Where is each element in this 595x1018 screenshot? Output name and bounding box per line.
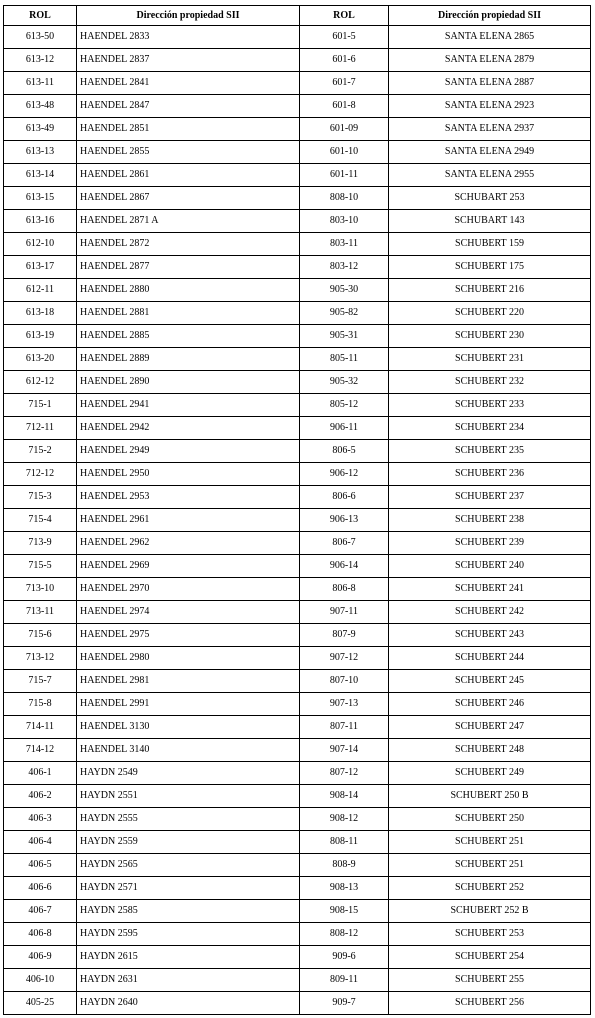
direccion-right-cell: SCHUBERT 246: [389, 693, 591, 716]
rol-left-cell: 405-25: [4, 992, 77, 1015]
rol-left-cell: 612-10: [4, 233, 77, 256]
direccion-right-cell: SCHUBERT 252: [389, 877, 591, 900]
direccion-left-cell: HAYDN 2559: [77, 831, 300, 854]
table-row: [4, 900, 591, 923]
table-row: [4, 486, 591, 509]
table-row: [4, 302, 591, 325]
rol-right-cell: 907-11: [300, 601, 389, 624]
direccion-right-cell: SCHUBERT 216: [389, 279, 591, 302]
rol-left-cell: 713-12: [4, 647, 77, 670]
table-row: [4, 348, 591, 371]
table-row: [4, 670, 591, 693]
direccion-right-cell: SCHUBERT 245: [389, 670, 591, 693]
rol-right-cell: 906-14: [300, 555, 389, 578]
table-row: [4, 325, 591, 348]
table-row: [4, 394, 591, 417]
rol-right-cell: 807-9: [300, 624, 389, 647]
table-row: [4, 26, 591, 49]
table-row: [4, 854, 591, 877]
table-row: [4, 808, 591, 831]
direccion-left-cell: HAENDEL 2889: [77, 348, 300, 371]
direccion-left-cell: HAENDEL 3130: [77, 716, 300, 739]
rol-right-cell: 806-6: [300, 486, 389, 509]
rol-right-cell: 908-15: [300, 900, 389, 923]
direccion-right-cell: SCHUBERT 248: [389, 739, 591, 762]
header-direccion-right: Dirección propiedad SII: [389, 6, 591, 26]
rol-right-cell: 906-11: [300, 417, 389, 440]
table-row: [4, 992, 591, 1015]
rol-right-cell: 908-14: [300, 785, 389, 808]
rol-left-cell: 613-49: [4, 118, 77, 141]
table-row: [4, 739, 591, 762]
table-row: [4, 95, 591, 118]
direccion-right-cell: SCHUBERT 240: [389, 555, 591, 578]
direccion-left-cell: HAENDEL 2841: [77, 72, 300, 95]
direccion-left-cell: HAENDEL 2880: [77, 279, 300, 302]
rol-right-cell: 807-12: [300, 762, 389, 785]
direccion-left-cell: HAENDEL 3140: [77, 739, 300, 762]
rol-left-cell: 712-12: [4, 463, 77, 486]
direccion-right-cell: SCHUBERT 252 B: [389, 900, 591, 923]
direccion-right-cell: SCHUBERT 249: [389, 762, 591, 785]
rol-left-cell: 713-11: [4, 601, 77, 624]
direccion-left-cell: HAENDEL 2991: [77, 693, 300, 716]
rol-left-cell: 613-16: [4, 210, 77, 233]
rol-left-cell: 406-7: [4, 900, 77, 923]
rol-left-cell: 613-50: [4, 26, 77, 49]
table-row: [4, 463, 591, 486]
direccion-left-cell: HAYDN 2595: [77, 923, 300, 946]
table-row: [4, 923, 591, 946]
direccion-right-cell: SCHUBERT 238: [389, 509, 591, 532]
direccion-left-cell: HAENDEL 2953: [77, 486, 300, 509]
table-row: [4, 555, 591, 578]
rol-left-cell: 613-19: [4, 325, 77, 348]
table-row: [4, 118, 591, 141]
table-row: [4, 210, 591, 233]
table-row: [4, 49, 591, 72]
table-row: [4, 279, 591, 302]
direccion-right-cell: SCHUBERT 175: [389, 256, 591, 279]
table-row: [4, 578, 591, 601]
rol-left-cell: 715-5: [4, 555, 77, 578]
rol-right-cell: 805-11: [300, 348, 389, 371]
direccion-left-cell: HAYDN 2585: [77, 900, 300, 923]
rol-right-cell: 803-11: [300, 233, 389, 256]
rol-left-cell: 406-3: [4, 808, 77, 831]
direccion-left-cell: HAENDEL 2867: [77, 187, 300, 210]
rol-left-cell: 612-12: [4, 371, 77, 394]
rol-left-cell: 406-1: [4, 762, 77, 785]
rol-right-cell: 808-12: [300, 923, 389, 946]
direccion-right-cell: SCHUBERT 250: [389, 808, 591, 831]
table-row: [4, 601, 591, 624]
rol-left-cell: 406-4: [4, 831, 77, 854]
rol-left-cell: 715-7: [4, 670, 77, 693]
direccion-left-cell: HAENDEL 2975: [77, 624, 300, 647]
rol-right-cell: 803-12: [300, 256, 389, 279]
rol-right-cell: 601-09: [300, 118, 389, 141]
rol-right-cell: 907-14: [300, 739, 389, 762]
rol-right-cell: 601-10: [300, 141, 389, 164]
direccion-right-cell: SCHUBART 253: [389, 187, 591, 210]
table-row: [4, 233, 591, 256]
direccion-right-cell: SANTA ELENA 2865: [389, 26, 591, 49]
direccion-right-cell: SCHUBERT 253: [389, 923, 591, 946]
rol-right-cell: 806-7: [300, 532, 389, 555]
rol-left-cell: 715-6: [4, 624, 77, 647]
rol-right-cell: 908-13: [300, 877, 389, 900]
direccion-left-cell: HAENDEL 2872: [77, 233, 300, 256]
direccion-right-cell: SCHUBERT 247: [389, 716, 591, 739]
direccion-left-cell: HAYDN 2555: [77, 808, 300, 831]
table-row: [4, 532, 591, 555]
direccion-left-cell: HAENDEL 2961: [77, 509, 300, 532]
direccion-left-cell: HAENDEL 2942: [77, 417, 300, 440]
direccion-right-cell: SANTA ELENA 2955: [389, 164, 591, 187]
direccion-right-cell: SANTA ELENA 2937: [389, 118, 591, 141]
direccion-right-cell: SCHUBERT 230: [389, 325, 591, 348]
rol-left-cell: 613-13: [4, 141, 77, 164]
direccion-left-cell: HAENDEL 2970: [77, 578, 300, 601]
direccion-right-cell: SCHUBERT 250 B: [389, 785, 591, 808]
rol-right-cell: 907-13: [300, 693, 389, 716]
direccion-right-cell: SCHUBERT 241: [389, 578, 591, 601]
direccion-left-cell: HAYDN 2549: [77, 762, 300, 785]
rol-left-cell: 613-15: [4, 187, 77, 210]
rol-left-cell: 714-12: [4, 739, 77, 762]
table-row: [4, 762, 591, 785]
direccion-left-cell: HAENDEL 2981: [77, 670, 300, 693]
rol-right-cell: 601-7: [300, 72, 389, 95]
direccion-left-cell: HAENDEL 2950: [77, 463, 300, 486]
rol-right-cell: 806-5: [300, 440, 389, 463]
rol-right-cell: 905-31: [300, 325, 389, 348]
rol-right-cell: 909-6: [300, 946, 389, 969]
rol-left-cell: 613-48: [4, 95, 77, 118]
properties-table: [3, 5, 591, 1015]
table-row: [4, 785, 591, 808]
rol-left-cell: 712-11: [4, 417, 77, 440]
header-row: [4, 6, 591, 26]
table-row: [4, 969, 591, 992]
rol-left-cell: 406-8: [4, 923, 77, 946]
direccion-left-cell: HAYDN 2631: [77, 969, 300, 992]
direccion-right-cell: SCHUBERT 159: [389, 233, 591, 256]
direccion-right-cell: SCHUBERT 244: [389, 647, 591, 670]
direccion-right-cell: SCHUBERT 233: [389, 394, 591, 417]
direccion-left-cell: HAENDEL 2861: [77, 164, 300, 187]
rol-left-cell: 406-6: [4, 877, 77, 900]
rol-left-cell: 613-12: [4, 49, 77, 72]
rol-left-cell: 715-8: [4, 693, 77, 716]
table-row: [4, 440, 591, 463]
table-body: [4, 26, 591, 1015]
rol-right-cell: 601-11: [300, 164, 389, 187]
direccion-right-cell: SCHUBERT 256: [389, 992, 591, 1015]
header-rol-left: ROL: [4, 6, 77, 26]
rol-left-cell: 406-9: [4, 946, 77, 969]
direccion-left-cell: HAENDEL 2941: [77, 394, 300, 417]
rol-right-cell: 807-10: [300, 670, 389, 693]
table-row: [4, 164, 591, 187]
rol-left-cell: 613-18: [4, 302, 77, 325]
rol-left-cell: 714-11: [4, 716, 77, 739]
direccion-left-cell: HAYDN 2565: [77, 854, 300, 877]
table-row: [4, 877, 591, 900]
rol-left-cell: 713-10: [4, 578, 77, 601]
rol-left-cell: 613-11: [4, 72, 77, 95]
direccion-left-cell: HAENDEL 2877: [77, 256, 300, 279]
table-header: [4, 6, 591, 26]
direccion-right-cell: SCHUBERT 234: [389, 417, 591, 440]
direccion-right-cell: SCHUBERT 237: [389, 486, 591, 509]
direccion-left-cell: HAENDEL 2871 A: [77, 210, 300, 233]
direccion-right-cell: SCHUBERT 242: [389, 601, 591, 624]
direccion-right-cell: SCHUBERT 251: [389, 854, 591, 877]
rol-right-cell: 906-13: [300, 509, 389, 532]
rol-left-cell: 613-14: [4, 164, 77, 187]
table-row: [4, 187, 591, 210]
rol-left-cell: 715-4: [4, 509, 77, 532]
rol-left-cell: 715-3: [4, 486, 77, 509]
rol-right-cell: 907-12: [300, 647, 389, 670]
direccion-left-cell: HAENDEL 2881: [77, 302, 300, 325]
rol-right-cell: 808-10: [300, 187, 389, 210]
header-direccion-left: Dirección propiedad SII: [77, 6, 300, 26]
direccion-left-cell: HAYDN 2640: [77, 992, 300, 1015]
direccion-left-cell: HAENDEL 2949: [77, 440, 300, 463]
table-row: [4, 624, 591, 647]
direccion-right-cell: SANTA ELENA 2879: [389, 49, 591, 72]
table-row: [4, 417, 591, 440]
direccion-right-cell: SCHUBERT 236: [389, 463, 591, 486]
direccion-right-cell: SCHUBERT 231: [389, 348, 591, 371]
rol-right-cell: 905-32: [300, 371, 389, 394]
direccion-right-cell: SCHUBERT 243: [389, 624, 591, 647]
table-row: [4, 72, 591, 95]
direccion-left-cell: HAENDEL 2969: [77, 555, 300, 578]
direccion-left-cell: HAYDN 2571: [77, 877, 300, 900]
rol-left-cell: 406-2: [4, 785, 77, 808]
rol-right-cell: 905-30: [300, 279, 389, 302]
rol-left-cell: 713-9: [4, 532, 77, 555]
table-row: [4, 509, 591, 532]
direccion-left-cell: HAENDEL 2837: [77, 49, 300, 72]
rol-left-cell: 613-17: [4, 256, 77, 279]
direccion-right-cell: SCHUBERT 255: [389, 969, 591, 992]
direccion-left-cell: HAENDEL 2974: [77, 601, 300, 624]
table-row: [4, 693, 591, 716]
rol-right-cell: 805-12: [300, 394, 389, 417]
direccion-left-cell: HAENDEL 2851: [77, 118, 300, 141]
direccion-right-cell: SCHUBERT 254: [389, 946, 591, 969]
rol-right-cell: 807-11: [300, 716, 389, 739]
table-row: [4, 946, 591, 969]
direccion-right-cell: SCHUBART 143: [389, 210, 591, 233]
rol-right-cell: 905-82: [300, 302, 389, 325]
direccion-left-cell: HAENDEL 2962: [77, 532, 300, 555]
direccion-left-cell: HAENDEL 2885: [77, 325, 300, 348]
table-row: [4, 256, 591, 279]
rol-left-cell: 715-1: [4, 394, 77, 417]
rol-right-cell: 906-12: [300, 463, 389, 486]
table-row: [4, 716, 591, 739]
table-row: [4, 141, 591, 164]
rol-right-cell: 809-11: [300, 969, 389, 992]
rol-right-cell: 808-9: [300, 854, 389, 877]
direccion-right-cell: SCHUBERT 251: [389, 831, 591, 854]
rol-left-cell: 406-5: [4, 854, 77, 877]
rol-left-cell: 715-2: [4, 440, 77, 463]
rol-right-cell: 601-8: [300, 95, 389, 118]
direccion-left-cell: HAENDEL 2847: [77, 95, 300, 118]
rol-right-cell: 803-10: [300, 210, 389, 233]
rol-right-cell: 601-5: [300, 26, 389, 49]
rol-left-cell: 612-11: [4, 279, 77, 302]
direccion-left-cell: HAENDEL 2855: [77, 141, 300, 164]
direccion-left-cell: HAYDN 2615: [77, 946, 300, 969]
direccion-right-cell: SANTA ELENA 2949: [389, 141, 591, 164]
table-row: [4, 647, 591, 670]
rol-left-cell: 613-20: [4, 348, 77, 371]
rol-right-cell: 806-8: [300, 578, 389, 601]
direccion-right-cell: SANTA ELENA 2923: [389, 95, 591, 118]
direccion-right-cell: SCHUBERT 235: [389, 440, 591, 463]
direccion-right-cell: SCHUBERT 239: [389, 532, 591, 555]
rol-right-cell: 808-11: [300, 831, 389, 854]
rol-left-cell: 406-10: [4, 969, 77, 992]
direccion-right-cell: SANTA ELENA 2887: [389, 72, 591, 95]
rol-right-cell: 909-7: [300, 992, 389, 1015]
table-row: [4, 371, 591, 394]
direccion-right-cell: SCHUBERT 220: [389, 302, 591, 325]
table-row: [4, 831, 591, 854]
rol-right-cell: 908-12: [300, 808, 389, 831]
direccion-left-cell: HAENDEL 2833: [77, 26, 300, 49]
direccion-left-cell: HAENDEL 2890: [77, 371, 300, 394]
direccion-left-cell: HAENDEL 2980: [77, 647, 300, 670]
rol-right-cell: 601-6: [300, 49, 389, 72]
direccion-left-cell: HAYDN 2551: [77, 785, 300, 808]
direccion-right-cell: SCHUBERT 232: [389, 371, 591, 394]
header-rol-right: ROL: [300, 6, 389, 26]
